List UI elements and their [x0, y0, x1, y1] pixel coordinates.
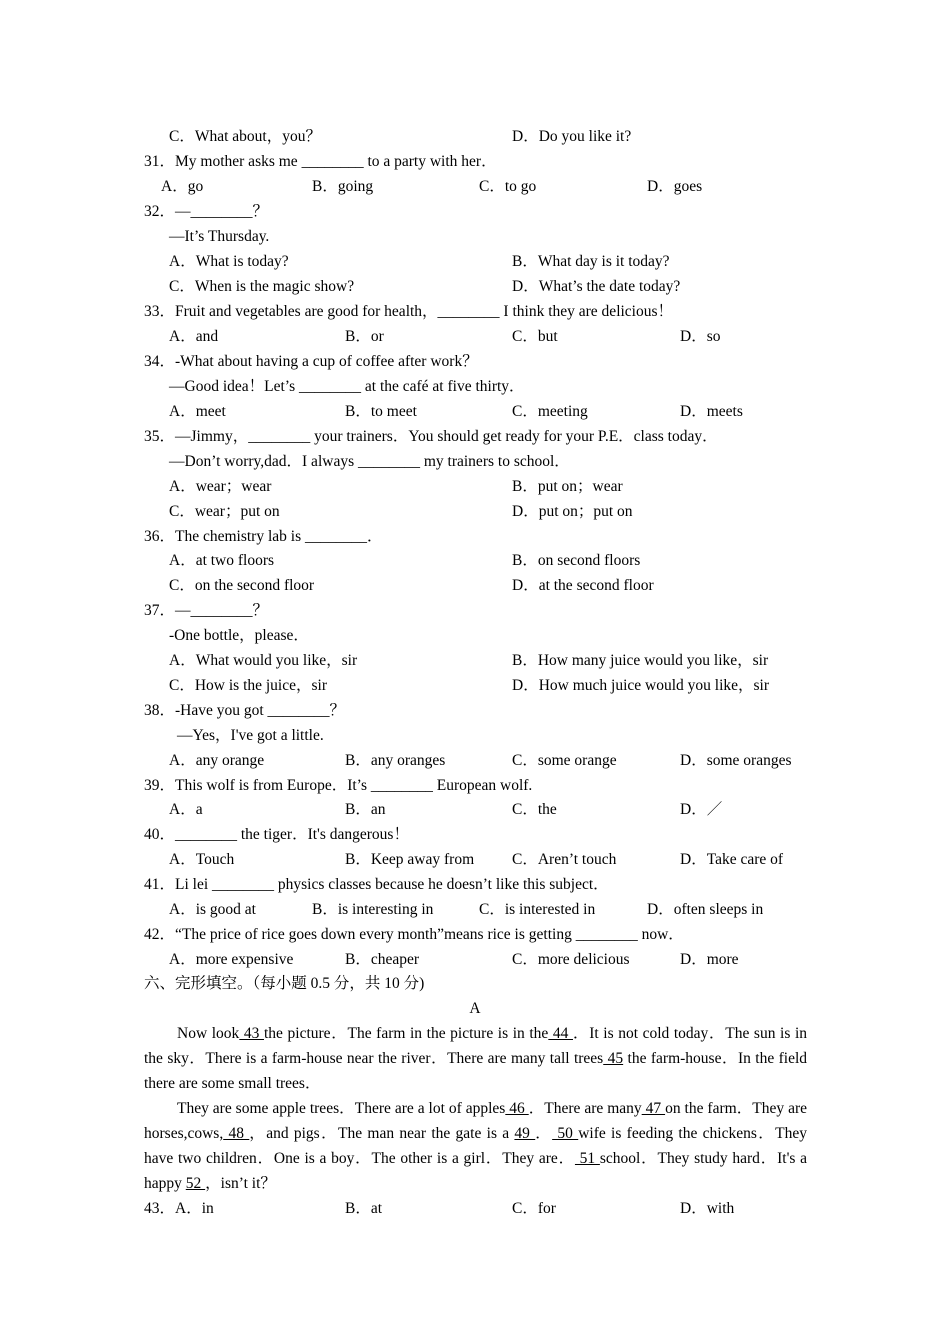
q33-option-a: A．and — [169, 328, 219, 345]
q32-stem: 32．—________？ — [144, 203, 269, 220]
q36-option-d: D．at the second floor — [512, 577, 654, 594]
q40-option-c: C．Aren’t touch — [512, 851, 617, 868]
q41-option-b: B．is interesting in — [312, 901, 434, 918]
passage-text: school．They study hard．It's a happy — [144, 1150, 808, 1192]
blank-50: 50 — [552, 1125, 579, 1142]
q39-option-a: A．a — [169, 801, 203, 818]
q33-stem: 33．Fruit and vegetables are good for health，________ I think they are delicious！ — [144, 303, 674, 320]
q31-stem: 31．My mother asks me ________ to a party with her． — [144, 153, 497, 170]
passage-text: ．There are many — [528, 1100, 642, 1117]
passage-text: ，isn’t it？ — [205, 1175, 276, 1192]
q37-option-a: A．What would you like，sir — [169, 652, 358, 669]
q43-option-c: C．for — [512, 1200, 556, 1217]
q39-option-c: C．the — [512, 801, 557, 818]
q31-option-a: A．go — [161, 178, 204, 195]
passage-paragraph-1 — [144, 1021, 807, 1096]
q34-option-b: B．to meet — [345, 403, 417, 420]
q37-option-b: B．How many juice would you like，sir — [512, 652, 769, 669]
q37-option-c: C．How is the juice，sir — [169, 677, 327, 694]
q31-option-d: D．goes — [647, 178, 703, 195]
q32-answer: —It’s Thursday. — [169, 228, 270, 245]
q41-option-d: D．often sleeps in — [647, 901, 764, 918]
q32-option-a: A．What is today? — [169, 253, 289, 270]
q38-option-b: B．any oranges — [345, 752, 446, 769]
passage-text: ，and pigs．The man near the gate is a — [249, 1125, 515, 1142]
q34-option-d: D．meets — [680, 403, 743, 420]
blank-46: 46 — [505, 1100, 529, 1117]
q30-option-c: C．What about，you？ — [169, 128, 321, 145]
q41-stem: 41．Li lei ________ physics classes because he doesn’t like this subject． — [144, 876, 609, 893]
passage-paragraph-2 — [144, 1096, 807, 1196]
q32-option-b: B．What day is it today? — [512, 253, 670, 270]
q36-option-a: A．at two floors — [169, 552, 275, 569]
q37-answer: -One bottle，please． — [169, 627, 309, 644]
blank-49: 49 — [514, 1125, 536, 1142]
q41-option-a: A．is good at — [169, 901, 256, 918]
passage-text: on the farm．They are horses,cows, — [144, 1100, 808, 1142]
section-heading: 六、完形填空。（每小题 0.5 分，共 10 分) — [144, 975, 425, 992]
q36-stem: 36．The chemistry lab is ________． — [144, 528, 383, 545]
passage-text: the picture．The farm in the picture is in the — [263, 1025, 549, 1042]
q30-option-d: D．Do you like it? — [512, 128, 632, 145]
q43-option-d: D．with — [680, 1200, 735, 1217]
q33-option-d: D．so — [680, 328, 721, 345]
q38-option-c: C．some orange — [512, 752, 617, 769]
passage-text: They are some apple trees．There are a lot of apples — [177, 1100, 506, 1117]
q33-option-b: B．or — [345, 328, 384, 345]
passage-text: the farm-house．In the field there are some small trees． — [144, 1050, 808, 1092]
q31-option-b: B．going — [312, 178, 374, 195]
q38-option-d: D．some oranges — [680, 752, 792, 769]
q34-reply: —Good idea！Let’s ________ at the café at five thirty． — [169, 378, 525, 395]
blank-48: 48 — [223, 1125, 250, 1142]
q38-stem: 38．-Have you got ________？ — [144, 702, 346, 719]
q35-option-a: A．wear；wear — [169, 478, 272, 495]
q32-option-c: C．When is the magic show? — [169, 278, 355, 295]
q40-option-d: D．Take care of — [680, 851, 784, 868]
cloze-passage — [144, 1021, 807, 1196]
q33-option-c: C．but — [512, 328, 558, 345]
q43-option-b: B．at — [345, 1200, 383, 1217]
q42-stem: 42．“The price of rice goes down every month”means rice is getting ________ now． — [144, 926, 684, 943]
q36-option-c: C．on the second floor — [169, 577, 315, 594]
blank-51: 51 — [574, 1150, 600, 1167]
passage-text: ．It is not cold today．The sun is in the sky．There is a farm-house near the river．There are many tall trees — [144, 1025, 808, 1067]
part-label: A — [469, 1000, 481, 1017]
q34-stem: 34．-What about having a cup of coffee after work？ — [144, 353, 478, 370]
q43-stem: 43．A．in — [144, 1200, 214, 1217]
blank-47: 47 — [641, 1100, 666, 1117]
q40-option-a: A．Touch — [169, 851, 235, 868]
q42-option-c: C．more delicious — [512, 951, 630, 968]
blank-43: 43 — [239, 1025, 264, 1042]
q39-option-b: B．an — [345, 801, 386, 818]
blank-52: 52 — [185, 1175, 206, 1192]
q32-option-d: D．What’s the date today? — [512, 278, 681, 295]
q34-option-c: C．meeting — [512, 403, 588, 420]
q36-option-b: B．on second floors — [512, 552, 641, 569]
q38-option-a: A．any orange — [169, 752, 265, 769]
q42-option-a: A．more expensive — [169, 951, 294, 968]
q35-option-b: B．put on；wear — [512, 478, 623, 495]
blank-45: 45 — [603, 1050, 624, 1067]
q40-option-b: B．Keep away from — [345, 851, 475, 868]
blank-44: 44 — [548, 1025, 573, 1042]
q41-option-c: C．is interested in — [479, 901, 596, 918]
passage-text: ． — [535, 1125, 553, 1142]
q38-answer: —Yes，I've got a little. — [177, 727, 324, 744]
q42-option-d: D．more — [680, 951, 739, 968]
q35-reply: —Don’t worry,dad．I always ________ my trainers to school． — [169, 453, 570, 470]
q35-option-d: D．put on；put on — [512, 503, 633, 520]
q42-option-b: B．cheaper — [345, 951, 420, 968]
q35-option-c: C．wear；put on — [169, 503, 280, 520]
q35-stem: 35．—Jimmy，________ your trainers．You should get ready for your P.E．class today． — [144, 428, 718, 445]
q39-option-d: D．／ — [680, 801, 723, 818]
q39-stem: 39．This wolf is from Europe．It’s ________ European wolf. — [144, 777, 533, 794]
q31-option-c: C．to go — [479, 178, 537, 195]
q34-option-a: A．meet — [169, 403, 226, 420]
passage-text: wife is feeding the chickens．They have two children．One is a boy．The other is a girl．They are． — [144, 1125, 808, 1167]
passage-text: Now look — [177, 1025, 240, 1042]
q37-stem: 37．—________？ — [144, 602, 269, 619]
q40-stem: 40．________ the tiger．It's dangerous！ — [144, 826, 409, 843]
q37-option-d: D．How much juice would you like，sir — [512, 677, 770, 694]
